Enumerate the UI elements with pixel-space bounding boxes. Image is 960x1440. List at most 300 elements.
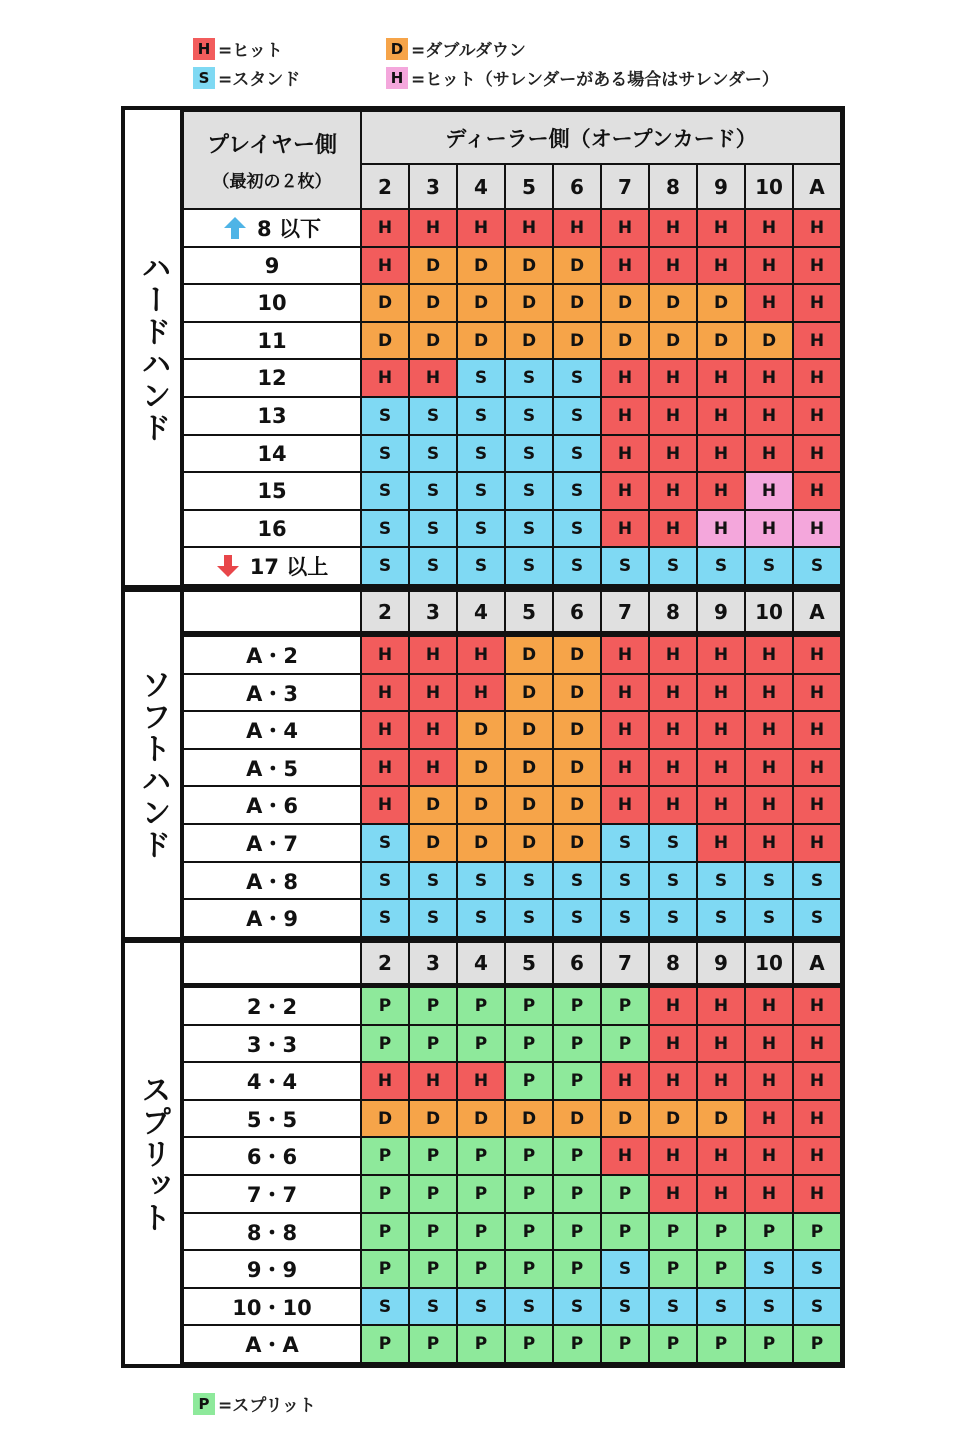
strategy-cell: P [506,1176,552,1212]
strategy-cell: H [698,436,744,471]
strategy-cell: D [410,248,456,283]
player-hand-label [184,436,360,471]
strategy-cell: D [410,825,456,861]
strategy-cell: D [554,750,600,785]
strategy-cell: P [554,1063,600,1099]
strategy-cell: D [698,285,744,321]
strategy-cell: S [362,398,408,434]
dealer-card-header: 3 [410,592,456,631]
strategy-cell: S [362,1289,408,1324]
strategy-cell: S [506,398,552,434]
player-hand-text: 11 [257,328,287,353]
strategy-cell: H [650,210,696,246]
strategy-cell: P [698,1251,744,1287]
strategy-cell: S [458,1289,504,1324]
player-hand-text: 12 [257,366,287,390]
strategy-cell: S [602,1289,648,1324]
player-hand-label [184,1138,360,1174]
dealer-card-header: 6 [554,592,600,631]
strategy-cell: H [794,988,840,1024]
player-hand-text: 16 [257,516,287,541]
dealer-card-header: 8 [650,943,696,983]
player-hand-text: A・5 [246,756,298,781]
strategy-cell: H [650,988,696,1024]
strategy-cell: P [458,1026,504,1061]
dealer-card-header: 2 [362,592,408,631]
strategy-cell: H [650,360,696,396]
player-header [184,112,360,208]
strategy-cell: H [650,750,696,785]
legend-item [193,65,300,90]
strategy-cell: D [746,323,792,358]
strategy-cell: P [602,988,648,1024]
strategy-cell: H [602,360,648,396]
strategy-cell: H [410,675,456,710]
strategy-cell: H [794,285,840,321]
dealer-card-header: 7 [602,165,648,208]
strategy-cell: H [746,1063,792,1099]
dealer-card-header: 6 [554,943,600,983]
player-hand-label [184,637,360,673]
player-hand-text: 10・10 [232,1295,312,1320]
legend-item-split [193,1391,316,1416]
strategy-cell: D [554,248,600,283]
player-hand-text: 7・7 [246,1183,298,1207]
dealer-card-header: 5 [506,592,552,631]
section-label: スプリット [125,943,180,1364]
strategy-cell: S [602,863,648,898]
section-label: ソフトハンド [125,592,180,937]
strategy-cell: D [554,787,600,823]
strategy-cell: H [650,398,696,434]
strategy-cell: P [410,1326,456,1362]
player-hand-text: A・3 [246,681,298,706]
strategy-cell: H [602,248,648,283]
dealer-card-header: 5 [506,943,552,983]
strategy-cell: D [554,285,600,321]
player-hand-label [184,398,360,434]
strategy-cell: S [554,1289,600,1324]
strategy-cell: H [602,787,648,823]
strategy-cell: S [794,548,840,584]
legend-label: =スプリット [218,1396,316,1416]
dealer-card-header: 10 [746,943,792,983]
strategy-cell: P [746,1326,792,1362]
strategy-cell: H [746,1176,792,1212]
strategy-cell: S [458,900,504,936]
strategy-cell: D [458,787,504,823]
arrow-up-icon [223,216,247,240]
strategy-cell: D [602,285,648,321]
strategy-cell: S [506,1289,552,1324]
strategy-cell: S [602,1251,648,1287]
strategy-cell: H [698,750,744,785]
strategy-cell: H [650,787,696,823]
dealer-card-header: A [794,943,840,983]
strategy-cell: D [458,285,504,321]
strategy-cell: P [602,1326,648,1362]
legend-item [386,36,526,61]
strategy-cell: D [650,285,696,321]
strategy-cell: H [602,675,648,710]
strategy-cell: H [794,398,840,434]
strategy-cell: H [746,712,792,748]
strategy-cell: H [650,248,696,283]
strategy-cell: H [602,398,648,434]
legend-label: =ヒット [218,41,283,61]
strategy-cell: H [746,637,792,673]
strategy-cell: S [650,825,696,861]
strategy-cell: D [410,787,456,823]
strategy-cell: H [746,988,792,1024]
strategy-cell: H [794,1176,840,1212]
player-hand-label [184,548,360,584]
strategy-cell: S [506,473,552,509]
legend-swatch: S [193,67,215,89]
player-hand-text: 13 [257,404,287,428]
strategy-cell: S [458,863,504,898]
strategy-cell: D [362,323,408,358]
strategy-cell: S [362,900,408,936]
strategy-cell: S [506,863,552,898]
strategy-cell: H [794,637,840,673]
strategy-cell: D [650,323,696,358]
player-hand-text: 4・4 [246,1070,298,1094]
player-hand-text: 8・8 [246,1220,298,1245]
strategy-cell: H [602,712,648,748]
strategy-cell: S [410,473,456,509]
strategy-cell: P [794,1214,840,1249]
legend-label: =スタンド [218,70,301,90]
strategy-cell: S [554,473,600,509]
strategy-cell: H [794,323,840,358]
strategy-cell: S [458,473,504,509]
dealer-card-header: 3 [410,165,456,208]
strategy-cell: P [746,1214,792,1249]
strategy-cell: S [362,548,408,584]
strategy-cell: P [362,1176,408,1212]
strategy-cell: S [650,1289,696,1324]
strategy-cell: S [554,900,600,936]
strategy-cell: P [698,1326,744,1362]
strategy-cell: P [362,988,408,1024]
dealer-card-header: 10 [746,592,792,631]
strategy-cell: S [650,900,696,936]
strategy-cell: P [410,1026,456,1061]
strategy-cell: H [698,511,744,546]
strategy-cell: D [410,1101,456,1136]
strategy-cell: H [362,637,408,673]
dealer-card-header: 3 [410,943,456,983]
strategy-cell: H [410,637,456,673]
strategy-cell: P [362,1251,408,1287]
strategy-cell: H [794,1026,840,1061]
strategy-cell: H [602,210,648,246]
strategy-cell: H [650,473,696,509]
strategy-cell: S [554,548,600,584]
strategy-cell: P [506,1138,552,1174]
strategy-cell: P [554,1214,600,1249]
strategy-cell: S [746,1251,792,1287]
legend-swatch: P [193,1393,215,1415]
strategy-cell: D [506,637,552,673]
strategy-cell: D [362,285,408,321]
strategy-cell: P [458,1326,504,1362]
strategy-cell: D [602,323,648,358]
strategy-cell: H [746,473,792,509]
strategy-cell: H [794,750,840,785]
player-hand-label [184,360,360,396]
dealer-card-header: 7 [602,943,648,983]
strategy-cell: D [698,323,744,358]
player-header-blank [184,943,360,983]
strategy-cell: D [506,285,552,321]
strategy-cell: P [410,988,456,1024]
player-header-title: プレイヤー側 [206,133,338,158]
strategy-cell: H [698,1026,744,1061]
strategy-cell: H [650,436,696,471]
basic-strategy-chart [121,106,845,1368]
strategy-cell: D [506,712,552,748]
player-hand-text: A・A [245,1333,299,1357]
strategy-cell: H [362,712,408,748]
strategy-cell: P [506,988,552,1024]
strategy-cell: H [698,473,744,509]
player-hand-text: 14 [257,441,287,466]
player-hand-text: 9・9 [246,1258,298,1282]
strategy-cell: H [698,988,744,1024]
strategy-cell: H [698,210,744,246]
dealer-card-header: 8 [650,592,696,631]
strategy-cell: D [458,825,504,861]
strategy-cell: H [410,712,456,748]
strategy-cell: H [650,712,696,748]
strategy-cell: S [410,398,456,434]
strategy-cell: S [410,863,456,898]
dealer-card-header: 10 [746,165,792,208]
strategy-cell: S [458,511,504,546]
strategy-cell: P [506,1251,552,1287]
strategy-cell: H [554,210,600,246]
strategy-cell: H [698,360,744,396]
strategy-cell: H [698,1176,744,1212]
player-hand-label [184,285,360,321]
strategy-cell: S [698,548,744,584]
strategy-cell: D [506,248,552,283]
strategy-cell: S [506,511,552,546]
strategy-cell: S [458,436,504,471]
strategy-cell: S [410,900,456,936]
strategy-cell: D [554,1101,600,1136]
strategy-cell: P [410,1214,456,1249]
strategy-cell: H [746,436,792,471]
dealer-header: ディーラー側（オープンカード） [362,112,840,163]
strategy-cell: S [602,900,648,936]
strategy-cell: S [698,900,744,936]
strategy-cell: H [458,210,504,246]
strategy-cell: P [410,1251,456,1287]
dealer-card-header: 9 [698,165,744,208]
strategy-cell: P [362,1026,408,1061]
dealer-card-header: 4 [458,943,504,983]
strategy-cell: H [698,787,744,823]
player-hand-label [184,900,360,936]
strategy-cell: H [602,436,648,471]
strategy-cell: D [458,248,504,283]
strategy-cell: H [746,398,792,434]
strategy-cell: S [650,863,696,898]
strategy-cell: P [410,1176,456,1212]
strategy-cell: P [794,1326,840,1362]
strategy-cell: H [794,210,840,246]
strategy-cell: H [746,511,792,546]
strategy-cell: S [554,360,600,396]
strategy-cell: P [602,1214,648,1249]
strategy-cell: H [650,637,696,673]
strategy-cell: S [650,548,696,584]
player-hand-label [184,863,360,898]
player-hand-label [184,1251,360,1287]
strategy-cell: D [650,1101,696,1136]
strategy-cell: H [410,360,456,396]
player-hand-text: A・8 [246,869,298,894]
player-hand-label [184,1326,360,1362]
strategy-cell: H [698,825,744,861]
strategy-cell: D [458,750,504,785]
player-hand-label [184,787,360,823]
player-hand-label [184,1289,360,1324]
player-hand-label [184,511,360,546]
player-hand-text: A・7 [246,832,298,856]
strategy-cell: D [506,675,552,710]
strategy-cell: P [698,1214,744,1249]
player-hand-text: A・9 [246,907,298,931]
strategy-cell: H [650,1063,696,1099]
legend-label: =ダブルダウン [411,41,526,61]
strategy-cell: H [410,750,456,785]
dealer-card-header: A [794,592,840,631]
strategy-cell: P [602,1026,648,1061]
strategy-cell: D [602,1101,648,1136]
strategy-cell: H [650,511,696,546]
legend-label: =ヒット（サレンダーがある場合はサレンダー） [411,70,779,90]
strategy-cell: H [746,360,792,396]
strategy-cell: P [554,1251,600,1287]
strategy-cell: D [506,750,552,785]
strategy-cell: P [458,988,504,1024]
player-hand-label [184,1026,360,1061]
strategy-cell: H [698,1138,744,1174]
strategy-cell: H [602,750,648,785]
strategy-cell: H [794,473,840,509]
player-header-blank [184,592,360,631]
strategy-cell: H [362,675,408,710]
strategy-cell: H [362,787,408,823]
strategy-cell: P [554,988,600,1024]
strategy-cell: D [506,1101,552,1136]
strategy-cell: H [794,712,840,748]
strategy-cell: P [506,1326,552,1362]
strategy-cell: S [506,360,552,396]
strategy-cell: S [554,398,600,434]
dealer-card-header: 9 [698,943,744,983]
strategy-cell: S [698,1289,744,1324]
strategy-cell: P [650,1326,696,1362]
strategy-cell: P [362,1138,408,1174]
strategy-cell: H [746,1101,792,1136]
strategy-cell: S [506,548,552,584]
strategy-cell: S [602,825,648,861]
dealer-card-header: 5 [506,165,552,208]
strategy-cell: S [410,511,456,546]
strategy-cell: H [698,1063,744,1099]
strategy-cell: P [506,1063,552,1099]
strategy-cell: S [794,900,840,936]
player-hand-text: 5・5 [246,1107,298,1132]
player-hand-label [184,1176,360,1212]
strategy-cell: S [458,360,504,396]
strategy-cell: S [410,1289,456,1324]
strategy-cell: S [794,863,840,898]
legend-swatch: H [193,38,215,60]
strategy-cell: H [410,1063,456,1099]
player-hand-label [184,1214,360,1249]
strategy-cell: D [554,637,600,673]
strategy-cell: S [362,436,408,471]
strategy-cell: H [746,1138,792,1174]
strategy-cell: H [746,787,792,823]
strategy-cell: S [458,398,504,434]
strategy-cell: H [746,1026,792,1061]
strategy-cell: D [458,323,504,358]
strategy-cell: H [794,436,840,471]
strategy-cell: H [794,675,840,710]
strategy-cell: S [554,863,600,898]
strategy-cell: P [362,1214,408,1249]
player-hand-label [184,323,360,358]
strategy-cell: S [410,548,456,584]
dealer-card-header: 2 [362,943,408,983]
player-hand-label [184,988,360,1024]
strategy-cell: P [458,1251,504,1287]
strategy-cell: S [362,825,408,861]
strategy-cell: D [698,1101,744,1136]
strategy-cell: S [554,436,600,471]
player-hand-label [184,248,360,283]
strategy-cell: D [410,285,456,321]
player-hand-label [184,750,360,785]
strategy-cell: P [650,1251,696,1287]
strategy-cell: P [554,1176,600,1212]
legend-swatch: H [386,67,408,89]
strategy-cell: H [794,1101,840,1136]
strategy-cell: S [746,900,792,936]
strategy-cell: H [794,1063,840,1099]
strategy-cell: S [410,436,456,471]
strategy-cell: H [650,675,696,710]
strategy-cell: H [410,210,456,246]
strategy-cell: P [506,1026,552,1061]
strategy-cell: D [554,323,600,358]
strategy-cell: H [362,210,408,246]
strategy-cell: D [458,1101,504,1136]
dealer-card-header: 2 [362,165,408,208]
strategy-cell: H [794,248,840,283]
strategy-cell: D [458,712,504,748]
strategy-cell: D [506,787,552,823]
player-hand-text: 6・6 [246,1145,298,1169]
strategy-cell: H [458,637,504,673]
